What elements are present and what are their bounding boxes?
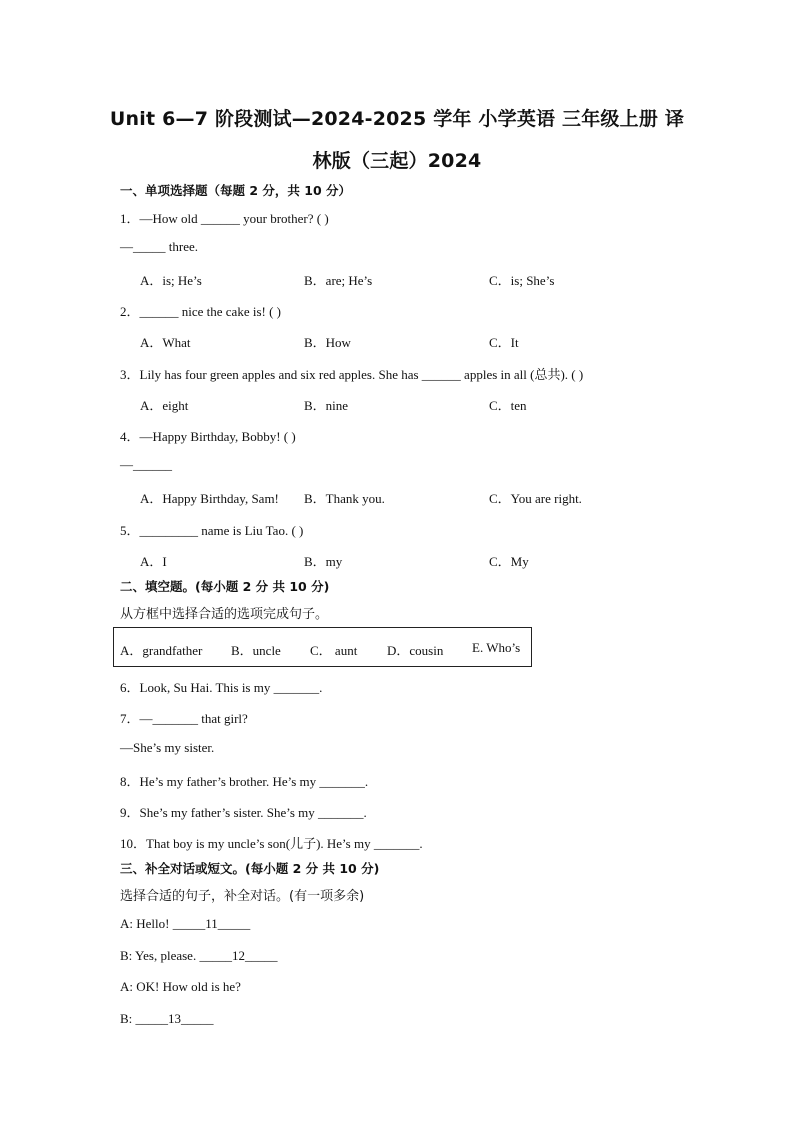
question-1-answer-line: —_____ three. bbox=[120, 239, 198, 254]
question-1-option-a: A．is; He’s bbox=[140, 273, 202, 288]
question-4-option-b: B．Thank you. bbox=[304, 491, 385, 506]
question-2-option-c: C．It bbox=[489, 335, 519, 350]
question-5-option-c: C．My bbox=[489, 554, 529, 569]
question-3-option-c: C．ten bbox=[489, 398, 527, 413]
word-bank-box bbox=[113, 627, 532, 667]
word-bank-option-e: E. Who’s bbox=[472, 640, 521, 655]
word-bank-option-b: B．uncle bbox=[231, 643, 281, 658]
section3-heading: 三、补全对话或短文。(每小题 2 分 共 10 分) bbox=[120, 861, 380, 876]
question-2-option-a: A．What bbox=[140, 335, 191, 350]
question-5-option-b: B．my bbox=[304, 554, 343, 569]
question-3-option-a: A．eight bbox=[140, 398, 189, 413]
question-1-option-b: B．are; He’s bbox=[304, 273, 373, 288]
question-2-option-b: B．How bbox=[304, 335, 351, 350]
document-title-line2: 林版（三起）2024 bbox=[312, 150, 482, 172]
section2-heading: 二、填空题。(每小题 2 分 共 10 分) bbox=[120, 579, 330, 594]
word-bank-option-c: C． aunt bbox=[310, 643, 358, 658]
question-1-option-c: C．is; She’s bbox=[489, 273, 555, 288]
question-6: 6．Look, Su Hai. This is my _______. bbox=[120, 680, 323, 695]
question-5-option-a: A．I bbox=[140, 554, 167, 569]
dialogue-line-b1: B: Yes, please. _____12_____ bbox=[120, 948, 278, 963]
dialogue-line-a1: A: Hello! _____11_____ bbox=[120, 916, 251, 931]
dialogue-line-a2: A: OK! How old is he? bbox=[120, 979, 241, 994]
word-bank-option-a: A．grandfather bbox=[120, 643, 203, 658]
question-10: 10．That boy is my uncle’s son(儿子). He’s my _______. bbox=[120, 836, 423, 851]
question-8: 8．He’s my father’s brother. He’s my _______. bbox=[120, 774, 369, 789]
question-3-option-b: B．nine bbox=[304, 398, 349, 413]
question-5: 5．_________ name is Liu Tao. ( ) bbox=[120, 523, 304, 538]
question-4-answer-line: —______ bbox=[120, 457, 172, 472]
question-4: 4．—Happy Birthday, Bobby! ( ) bbox=[120, 429, 296, 444]
document-title-line1: Unit 6—7 阶段测试—2024-2025 学年 小学英语 三年级上册 译 bbox=[109, 108, 685, 130]
section2-instruction: 从方框中选择合适的选项完成句子。 bbox=[120, 607, 329, 622]
dialogue-line-b2: B: _____13_____ bbox=[120, 1011, 214, 1026]
question-9: 9．She’s my father’s sister. She’s my _______. bbox=[120, 805, 367, 820]
question-3: 3．Lily has four green apples and six red apples. She has ______ apples in all (总共). ( ) bbox=[120, 367, 584, 382]
question-7: 7．—_______ that girl? bbox=[120, 711, 248, 726]
section3-instruction: 选择合适的句子，补全对话。(有一项多余) bbox=[120, 889, 365, 904]
question-7-answer-line: —She’s my sister. bbox=[120, 740, 215, 755]
section1-heading: 一、单项选择题（每题 2 分，共 10 分） bbox=[120, 183, 352, 198]
question-2: 2．______ nice the cake is! ( ) bbox=[120, 304, 282, 319]
word-bank-option-d: D．cousin bbox=[387, 643, 444, 658]
question-4-option-c: C．You are right. bbox=[489, 491, 582, 506]
question-1: 1．—How old ______ your brother? ( ) bbox=[120, 211, 329, 226]
question-4-option-a: A．Happy Birthday, Sam! bbox=[140, 491, 279, 506]
